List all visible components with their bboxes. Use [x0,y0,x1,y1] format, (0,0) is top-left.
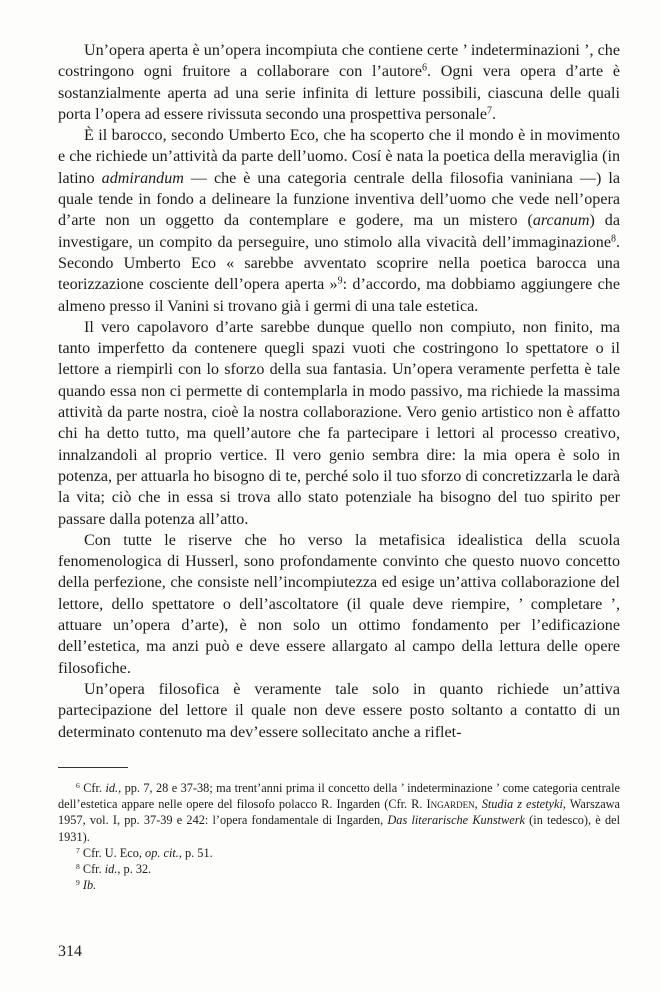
text-run: Studia z estetyki [481,797,563,812]
note-reference: 8 [76,861,80,871]
note-reference: 9 [76,878,80,888]
paragraph [58,679,620,743]
text-run: , p. 51. [178,845,213,860]
footnote [58,877,620,893]
body-text [58,40,620,743]
paragraph [58,125,620,317]
text-run: : d’accordo, ma dobbiamo aggiungere che almeno presso il Vanini si trovano già i germi di una tale estetica. [58,276,620,315]
text-run: id. [104,862,118,877]
footnote [58,780,620,845]
text-run: id. [105,781,119,795]
paragraph [58,530,620,679]
text-run: — che è una categoria centrale della filosofia vaniniana —) la quale tende in fondo a delineare la funzione inventiva dell’uomo che vede nell’opera d’arte non un oggetto da contemplare e godere, ma un mistero ( [58,169,620,230]
text-run: Ingarden [426,797,475,812]
note-reference: 8 [610,233,616,245]
text-run: Con tutte le riserve che ho verso la metafisica idealistica della scuola fenomenologica di Husserl, sono profondamente convinto che questo nuovo concetto della perfezione, che consiste nell’incompiutezza ed esige un’attiva collaborazione del lettore, dello spettatore o dell’ascoltatore (il quale deve riempire, ’ completare ’, attuare un’opera d’arte), è non solo un ottimo fondamento per l’edificazione dell’estetica, ma anzi può e deve essere allargato al campo della lettura delle opere filosofiche. [58,531,620,677]
text-run: . [492,105,497,123]
paragraph [58,317,620,530]
text-run: , Warszawa 1957, vol. I, pp. 37-39 e 242: l’opera fondamentale di Ingarden, [58,797,620,828]
note-reference: 6 [76,780,80,790]
text-run: È il barocco, secondo Umberto Eco, che ha scoperto che il mondo è in movimento e che richiede un’attività da parte dell’uomo. Cosí è nata la poetica della meraviglia (in latino [58,127,620,187]
text-run: Ib. [82,878,97,893]
note-reference: 7 [76,845,80,855]
text-run: , p. 32. [117,862,152,877]
text-run: Das literarische Kunstwerk [387,813,525,828]
text-run: . Ogni vera opera d’arte è sostanzialmente aperta ad una serie infinita di letture possibili, ciascuna delle quali porta l’opera ad essere rivissuta secondo una prospettiva personale [58,63,620,123]
text-run: , [474,797,482,812]
footnotes [58,780,620,893]
note-reference: 7 [487,105,492,117]
footnote [58,861,620,877]
text-run: ) da investigare, un compito da perseguire, uno stimolo alla vivacità dell’immaginazione [58,212,620,251]
text-run: arcanum [532,212,590,230]
text-run: (in tedesco), è del 1931). [58,813,620,844]
text-run: Cfr. [79,781,106,795]
note-reference: 6 [422,62,428,74]
text-run: Il vero capolavoro d’arte sarebbe dunque quello non compiuto, non finito, ma tanto imperfetto da contenere quegli spazi vuoti che costringono lo spettatore o il lettore a riempirli con lo sforzo della sua fantasia. Un’opera veramente perfetta è tale quando essa non ci permette di contemplarla in modo passivo, ma richiede la massima attività da parte nostra, cioè la nostra collaborazione. Vero genio artistico non è affatto chi ha detto tutto, ma quell’autore che fa partecipare i lettori al processo creativo, innalzandoli al proprio vertice. Il vero genio sembra dire: la mia opera è solo in potenza, per attuarla ho bisogno di te, perché solo il tuo sforzo di concretizzarla le darà la vita; ciò che in essa si trova allo stato potenziale ha bisogno del tuo spirito per passare dalla potenza all’atto. [58,318,620,528]
footnote [58,845,620,861]
text-run: Un’opera filosofica è veramente tale solo in quanto richiede un’attiva partecipazione del lettore il quale non deve essere posto soltanto a contatto di un determinato contenuto ma dev’essere sollecitato anche a riflet- [58,680,620,741]
note-reference: 9 [337,275,343,287]
text-run: Cfr. [79,862,105,877]
footnote-divider [58,767,128,768]
page-number: 314 [58,943,82,960]
text-run: Un’opera aperta è un’opera incompiuta che contiene certe ’ indeterminazioni ’, che costringono ogni fruitore a collaborare con l’autore [58,42,620,81]
text-run: , pp. 7, 28 e 37-38; ma trent’anni prima il concetto della ’ indeterminazione ’ come categoria centrale dell’estetica appare nelle opere del filosofo polacco R. Ingarden (Cfr. R. [58,781,621,812]
text-run: . Secondo Umberto Eco « sarebbe avventato scoprire nella poetica barocca una teorizzazione cosciente dell’opera aperta » [58,233,620,294]
text-run: op. cit. [145,845,179,860]
paragraph [58,40,620,125]
text-run: Cfr. U. Eco, [79,845,146,860]
text-run: admirandum [101,169,184,187]
